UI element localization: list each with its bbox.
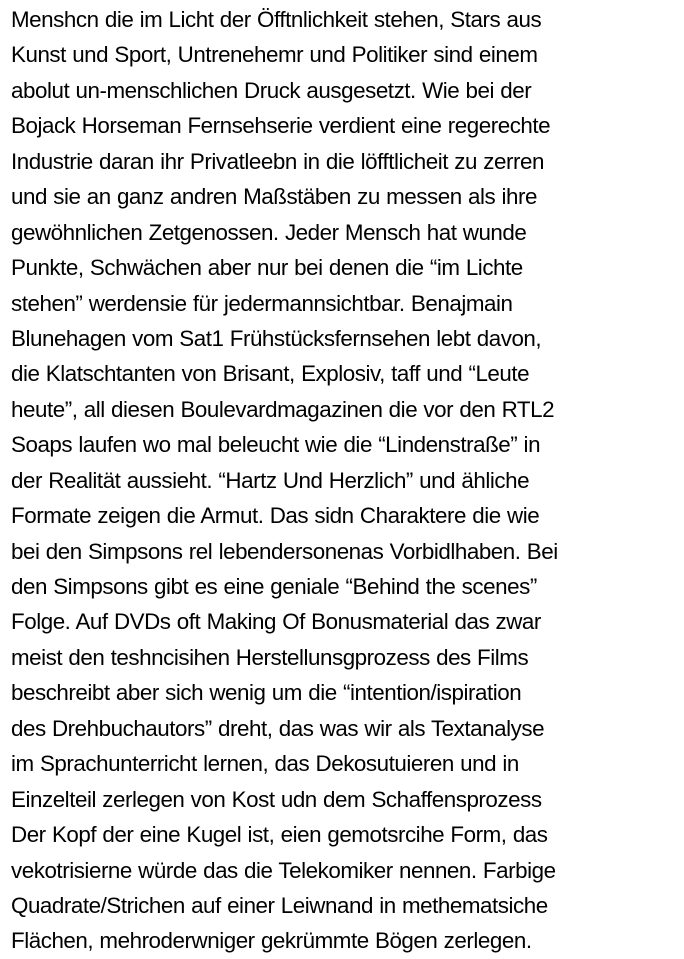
text-line: Folge. Auf DVDs oft Making Of Bonusmaterial das zwar	[11, 609, 541, 635]
text-line: Der Kopf der eine Kugel ist, eien gemotsrcihe Form, das	[11, 822, 548, 848]
text-line: Punkte, Schwächen aber nur bei denen die “im Lichte	[11, 255, 523, 281]
text-line: der Realität aussieht. “Hartz Und Herzlich” und ähliche	[11, 467, 530, 493]
text-line: die Klatschtanten von Brisant, Explosiv, taff und “Leute	[11, 361, 530, 387]
text-line: heute”, all diesen Boulevardmagazinen die vor den RTL2	[11, 396, 555, 422]
text-line: abolut un-menschlichen Druck ausgesetzt. Wie bei der	[11, 77, 532, 103]
text-line: Bojack Horseman Fernsehserie verdient eine regerechte	[11, 113, 551, 139]
text-line: Quadrate/Strichen auf einer Leiwnand in methematsiche	[11, 892, 548, 918]
text-line: im Sprachunterricht lernen, das Dekosutuieren und in	[11, 751, 519, 777]
text-line: beschreibt aber sich wenig um die “intention/ispiration	[11, 680, 522, 706]
text-line: und sie an ganz andren Maßstäben zu messen als ihre	[11, 184, 537, 210]
text-line: des Drehbuchautors” dreht, das was wir als Textanalyse	[11, 715, 545, 741]
text-line: Flächen, mehroderwniger gekrümmte Bögen zerlegen.	[11, 928, 532, 954]
text-line: Formate zeigen die Armut. Das sidn Charaktere die wie	[11, 503, 540, 529]
text-line: Kunst und Sport, Untrenehemr und Politiker sind einem	[11, 42, 538, 68]
text-line: vekotrisierne würde das die Telekomiker nennen. Farbige	[11, 857, 556, 883]
text-line: Menshcn die im Licht der Öfftnlichkeit stehen, Stars aus	[11, 7, 542, 32]
text-line: gewöhnlichen Zetgenossen. Jeder Mensch hat wunde	[11, 219, 527, 245]
text-line: bei den Simpsons rel lebendersonenas Vorbidlhaben. Bei	[11, 538, 558, 564]
text-line: Blunehagen vom Sat1 Frühstücksfernsehen lebt davon,	[11, 325, 542, 351]
text-line: stehen” werdensie für jedermannsichtbar. Benajmain	[11, 290, 513, 316]
text-line: Einzelteil zerlegen von Kost udn dem Schaffensprozess	[11, 786, 542, 812]
text-line: meist den teshncisihen Herstellunsgprozess des Films	[11, 644, 529, 670]
text-line: Industrie daran ihr Privatleebn in die löfftlicheit zu zerren	[11, 148, 544, 174]
text-line: den Simpsons gibt es eine geniale “Behind the scenes”	[11, 574, 537, 599]
text-line: Soaps laufen wo mal beleucht wie die “Lindenstraße” in	[11, 432, 541, 458]
text-page	[11, 2, 683, 959]
